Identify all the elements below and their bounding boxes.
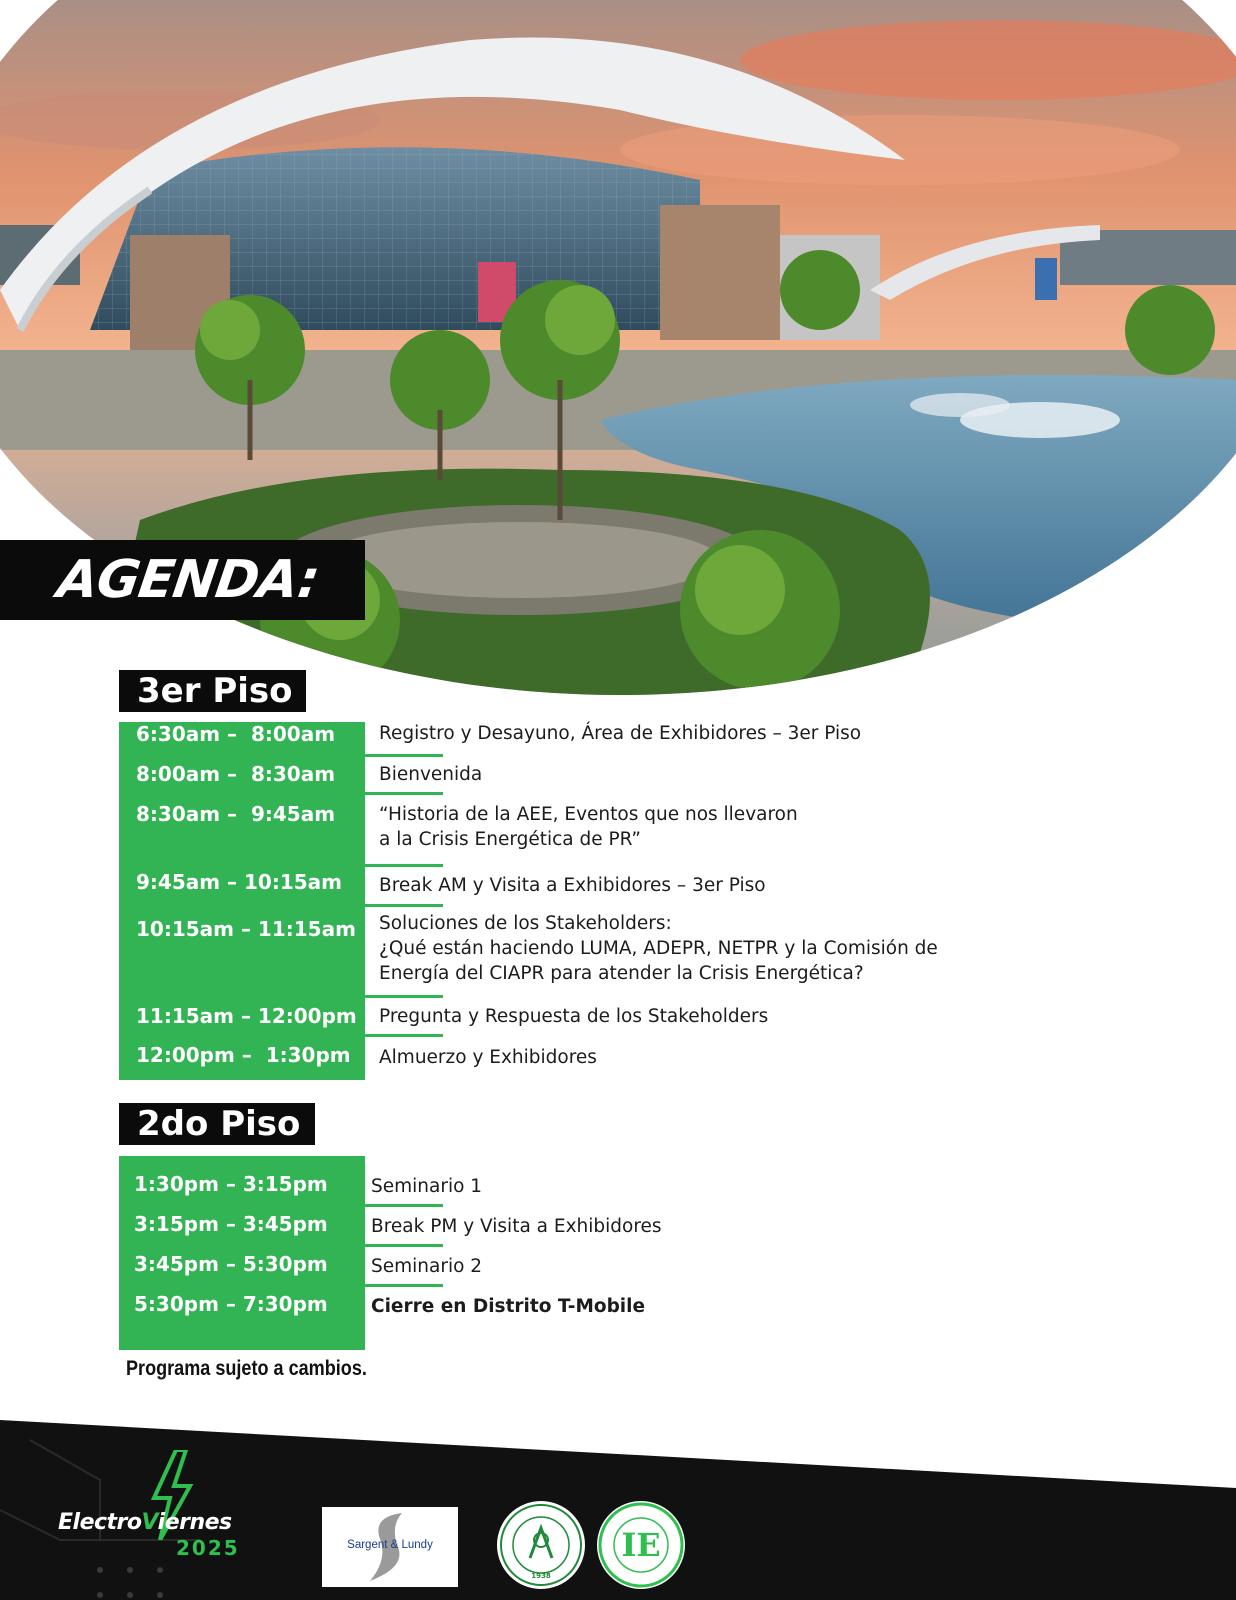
agenda-title: AGENDA:	[53, 550, 323, 610]
agenda-item	[379, 802, 798, 852]
agenda-item: Break AM y Visita a Exhibidores – 3er Piso	[379, 875, 766, 896]
time-slot: 3:15pm – 3:45pm	[134, 1212, 328, 1236]
ciapr-seal-year: 1938	[531, 1572, 551, 1580]
iie-ciapr-seal	[596, 1500, 686, 1590]
agenda-item-line: Energía del CIAPR para atender la Crisis Energética?	[379, 963, 864, 984]
iie-seal-monogram: IE	[621, 1526, 661, 1564]
agenda-item: Break PM y Visita a Exhibidores	[371, 1216, 662, 1237]
agenda-item: Bienvenida	[379, 764, 483, 785]
logo-word-viernes: iernes	[157, 1510, 232, 1535]
time-slot: 10:15am – 11:15am	[136, 917, 356, 941]
row-divider	[365, 1244, 443, 1247]
agenda-banner	[0, 540, 365, 620]
row-divider	[365, 864, 443, 867]
agenda-item-line: “Historia de la AEE, Eventos que nos llevaron	[379, 804, 798, 825]
agenda-item: Seminario 2	[371, 1256, 483, 1277]
agenda-item-closing: Cierre en Distrito T-Mobile	[371, 1296, 646, 1317]
floor-label-3er-piso: 3er Piso	[119, 670, 306, 712]
electroviernes-logo	[58, 1450, 278, 1570]
row-divider	[365, 1204, 443, 1207]
time-slot: 3:45pm – 5:30pm	[134, 1252, 328, 1276]
logo-year: 2025	[176, 1536, 240, 1560]
row-divider	[365, 1034, 443, 1037]
time-slot: 1:30pm – 3:15pm	[134, 1172, 328, 1196]
disclaimer-note: Programa sujeto a cambios.	[126, 1357, 367, 1380]
time-slot: 11:15am – 12:00pm	[136, 1004, 357, 1028]
agenda-item: Seminario 1	[371, 1176, 483, 1197]
agenda-item-line: a la Crisis Energética de PR”	[379, 829, 641, 850]
logo-word-electro: Electro	[58, 1510, 142, 1535]
agenda-item-line: ¿Qué están haciendo LUMA, ADEPR, NETPR y la Comisión de	[379, 938, 938, 959]
row-divider	[365, 1284, 443, 1287]
floor-label-2do-piso: 2do Piso	[119, 1103, 315, 1145]
agenda-item: Almuerzo y Exhibidores	[379, 1047, 597, 1068]
agenda-item: Pregunta y Respuesta de los Stakeholders	[379, 1006, 769, 1027]
time-slot: 9:45am – 10:15am	[136, 870, 343, 894]
row-divider	[365, 754, 443, 757]
sargent-lundy-logo	[322, 1507, 458, 1587]
sponsor-name: Sargent & Lundy	[347, 1539, 433, 1551]
time-slot: 5:30pm – 7:30pm	[134, 1292, 328, 1316]
agenda-item-line: Soluciones de los Stakeholders:	[379, 913, 672, 934]
time-slot: 8:30am – 9:45am	[136, 802, 336, 826]
agenda-item	[379, 911, 938, 986]
time-slot: 12:00pm – 1:30pm	[136, 1043, 351, 1067]
agenda-item: Registro y Desayuno, Área de Exhibidores – 3er Piso	[379, 723, 862, 744]
ciapr-seal	[496, 1500, 586, 1590]
logo-wordmark: ElectroViernes	[58, 1510, 232, 1535]
row-divider	[365, 995, 443, 998]
time-slot: 6:30am – 8:00am	[136, 722, 336, 746]
row-divider	[365, 792, 443, 795]
row-divider	[365, 904, 443, 907]
time-slot: 8:00am – 8:30am	[136, 762, 336, 786]
